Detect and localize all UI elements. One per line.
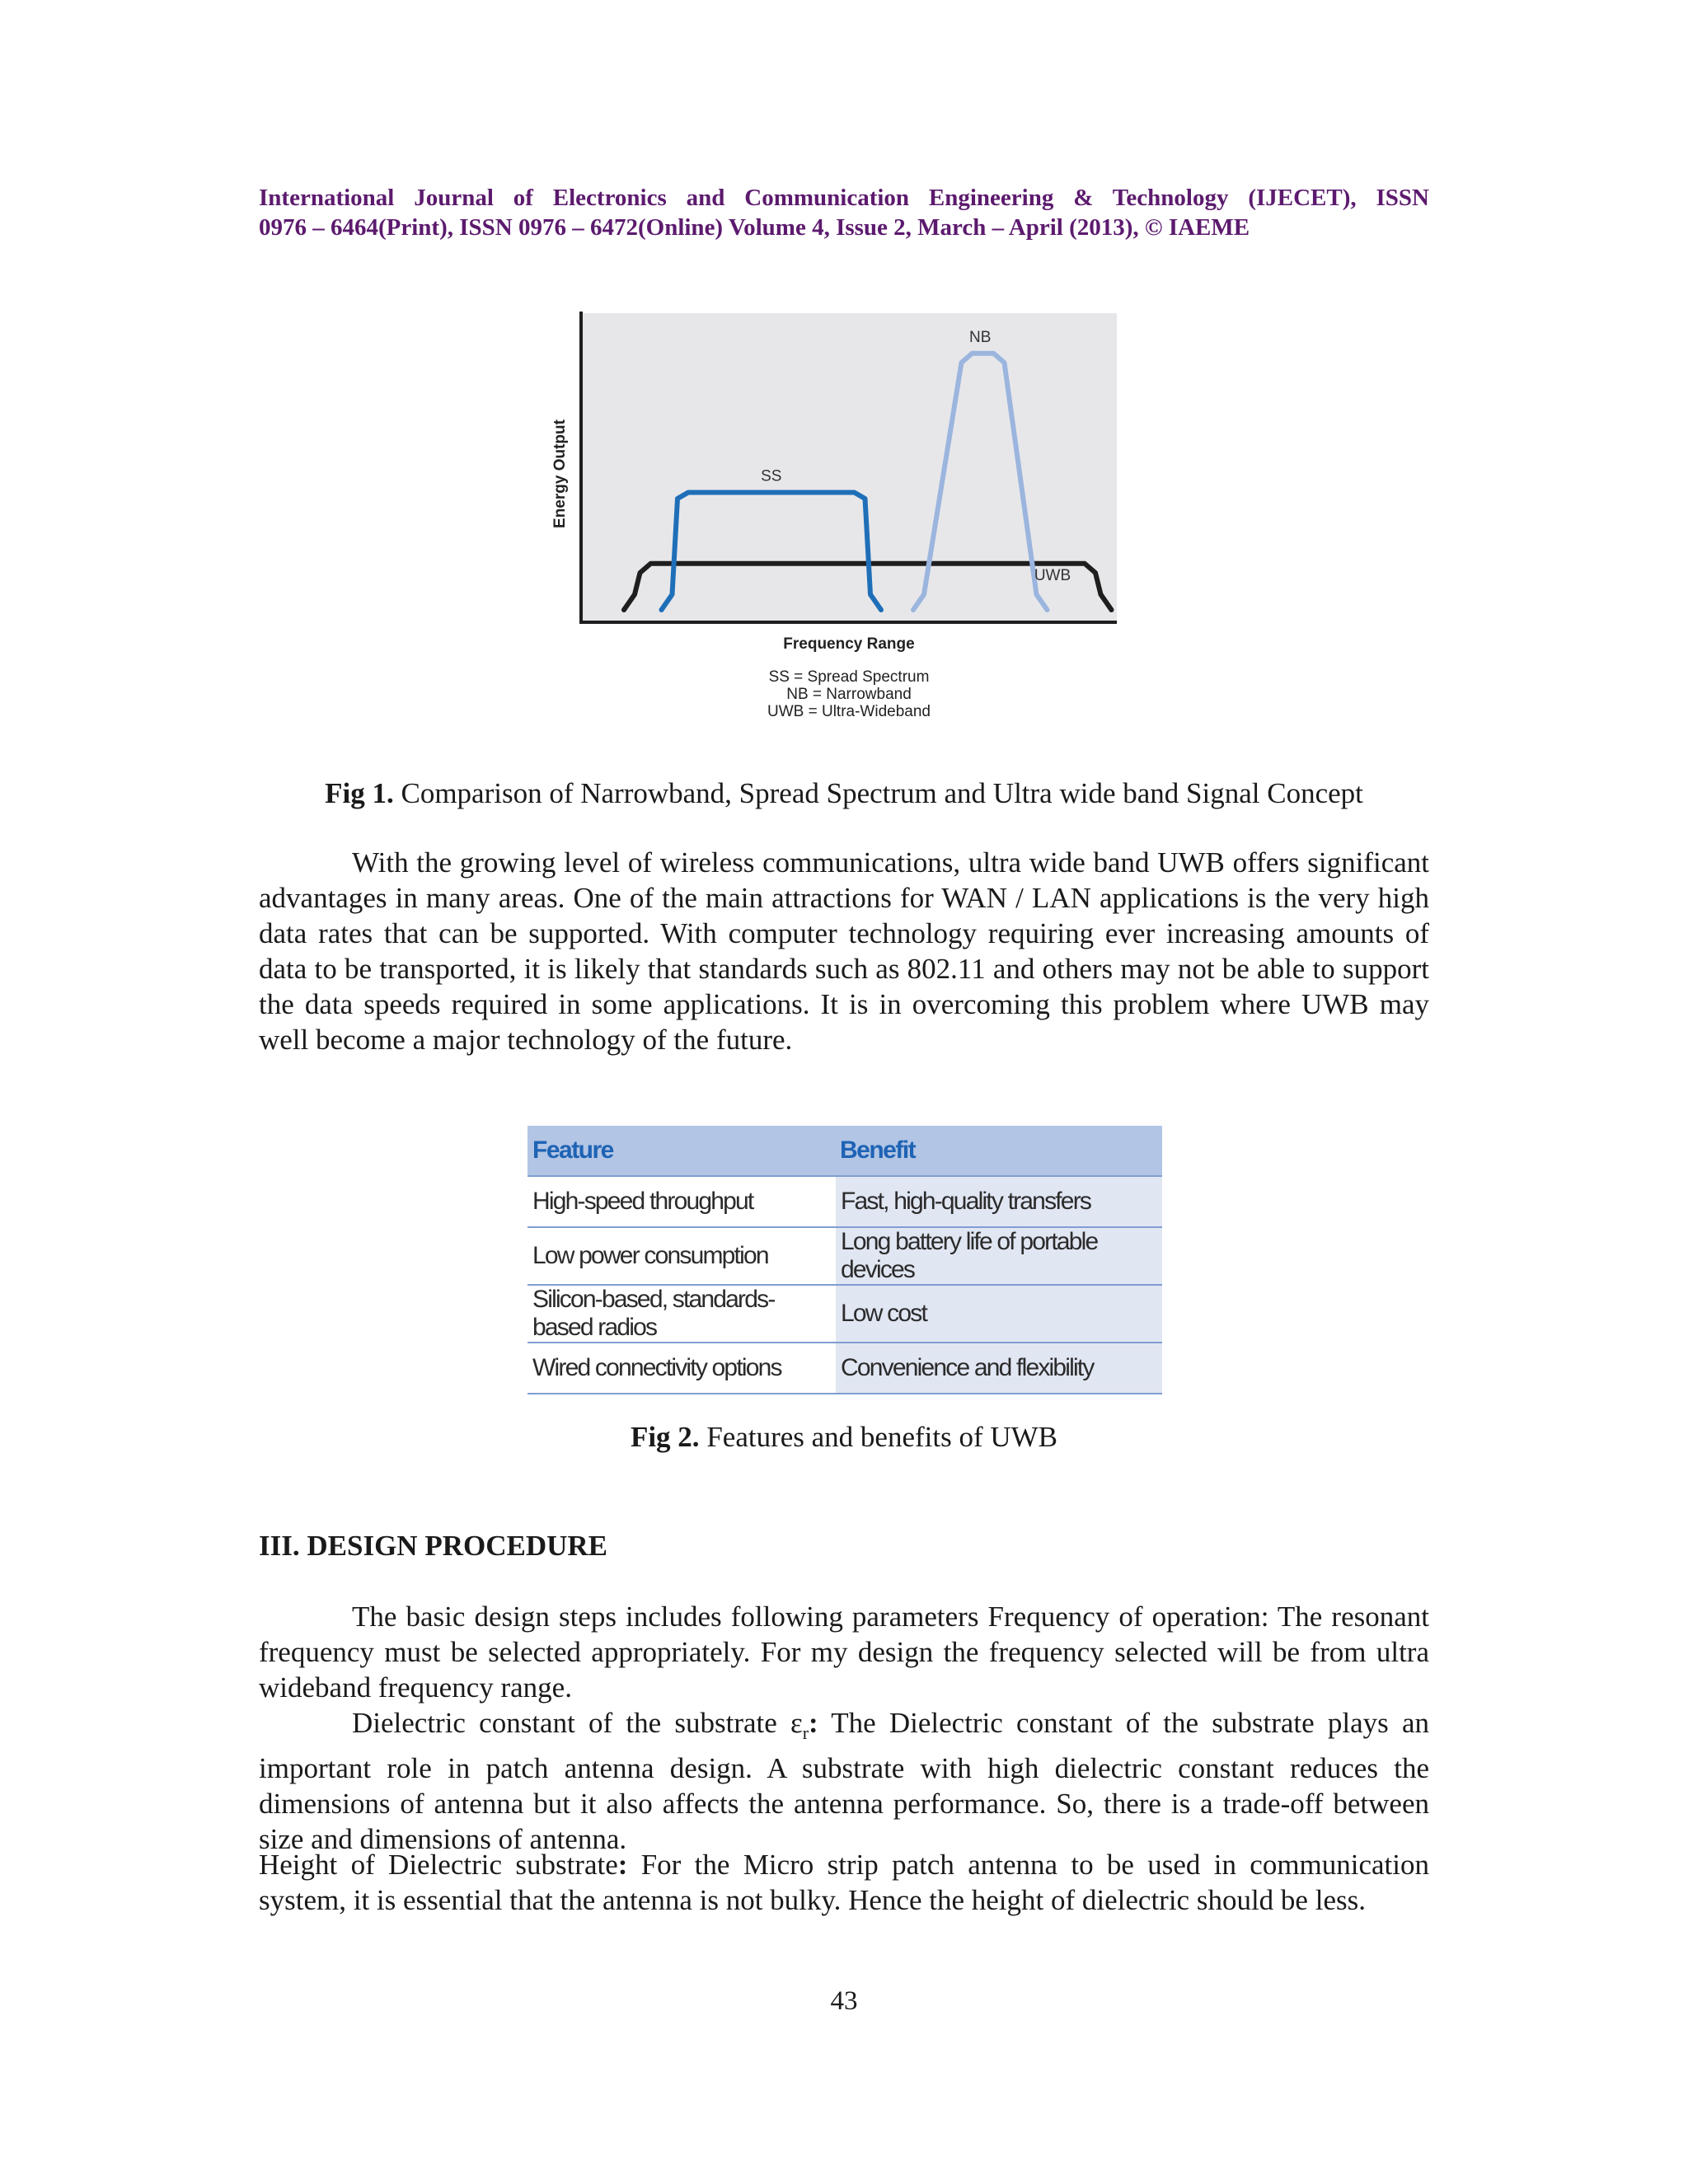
x-axis-label: Frequency Range — [783, 635, 915, 653]
table-cell-benefit: Convenience and flexibility — [835, 1343, 1162, 1394]
figure1-chart — [536, 305, 1129, 733]
table-cell-feature: Low power consumption — [528, 1227, 835, 1285]
table-header-feature: Feature — [528, 1126, 835, 1176]
legend-entry-uwb: UWB = Ultra-Wideband — [767, 703, 931, 720]
paragraph-uwb-advantages-text: With the growing level of wireless communications, ultra wide band UWB offers significant advantages in many areas. One of the main attractions for WAN / LAN applications is the very high data rates that can be supported. With computer technology requiring ever increasing amounts of data to be transported, it is likely that standards such as 802.11 and others may not be able to support the data speeds required in some applications. It is in overcoming this problem where UWB may well become a major technology of the future. — [259, 846, 1429, 1056]
legend-entry-ss: SS = Spread Spectrum — [768, 668, 930, 686]
figure2-caption-text: Features and benefits of UWB — [699, 1421, 1058, 1453]
series-label-ss: SS — [761, 467, 782, 485]
table-row — [528, 1343, 1162, 1394]
table-cell-benefit: Low cost — [835, 1285, 1162, 1343]
figure1-caption-label: Fig 1. — [325, 777, 394, 809]
y-axis-label: Energy Output — [551, 419, 569, 528]
table-cell-benefit: Long battery life of portable devices — [835, 1227, 1162, 1285]
journal-header — [259, 183, 1429, 242]
series-label-uwb: UWB — [1034, 566, 1071, 584]
height-lead: Height of Dielectric substrate — [259, 1849, 618, 1881]
figure1-caption — [259, 776, 1429, 812]
height-colon: : — [617, 1849, 628, 1881]
height-text: For the Micro strip patch antenna to be used in communication system, it is essential that the antenna is not bulky. Hence the height of dielectric should be less. — [259, 1849, 1430, 1916]
dielectric-text: The Dielectric constant of the substrate plays an important role in patch antenna design. A substrate with high dielectric constant reduces the dimensions of antenna but it also affects the antenna performance. So, there is a trade-off between size and dimensions of antenna. — [259, 1707, 1429, 1855]
dielectric-subscript: r — [802, 1722, 809, 1743]
table-row — [528, 1227, 1162, 1285]
table-cell-benefit: Fast, high-quality transfers — [835, 1176, 1162, 1227]
features-benefits-table — [528, 1126, 1162, 1394]
table-header-benefit: Benefit — [835, 1126, 1162, 1176]
journal-header-line1: International Journal of Electronics and Communication Engineering & Technology (IJECET), ISSN — [259, 185, 1429, 211]
paragraph-uwb-advantages — [259, 845, 1429, 1057]
dielectric-lead: Dielectric constant of the substrate ε — [352, 1707, 803, 1739]
table-row — [528, 1285, 1162, 1343]
dielectric-colon: : — [809, 1707, 818, 1739]
paragraph-substrate-height — [259, 1847, 1429, 1918]
journal-header-line2: 0976 – 6464(Print), ISSN 0976 – 6472(Online) Volume 4, Issue 2, March – April (2013), © IAEME — [259, 214, 1250, 241]
legend-entry-nb: NB = Narrowband — [786, 686, 912, 703]
figure1-caption-text: Comparison of Narrowband, Spread Spectrum and Ultra wide band Signal Concept — [393, 777, 1363, 809]
table-cell-feature: Silicon-based, standards-based radios — [528, 1285, 835, 1343]
paragraph-design-steps-text: The basic design steps includes following parameters Frequency of operation: The resonant frequency must be selected appropriately. For my design the frequency selected will be from ultra wideband frequency range. — [259, 1601, 1429, 1704]
paragraph-dielectric-constant — [259, 1705, 1429, 1857]
table-cell-feature: High-speed throughput — [528, 1176, 835, 1227]
table-header-row — [528, 1126, 1162, 1176]
figure2-caption — [259, 1419, 1429, 1455]
figure2-caption-label: Fig 2. — [630, 1421, 700, 1453]
paragraph-design-steps — [259, 1599, 1429, 1705]
section-heading: III. DESIGN PROCEDURE — [259, 1530, 607, 1562]
table-cell-feature: Wired connectivity options — [528, 1343, 835, 1394]
table-row — [528, 1176, 1162, 1227]
series-label-nb: NB — [969, 328, 992, 346]
page-number: 43 — [830, 1986, 858, 2016]
